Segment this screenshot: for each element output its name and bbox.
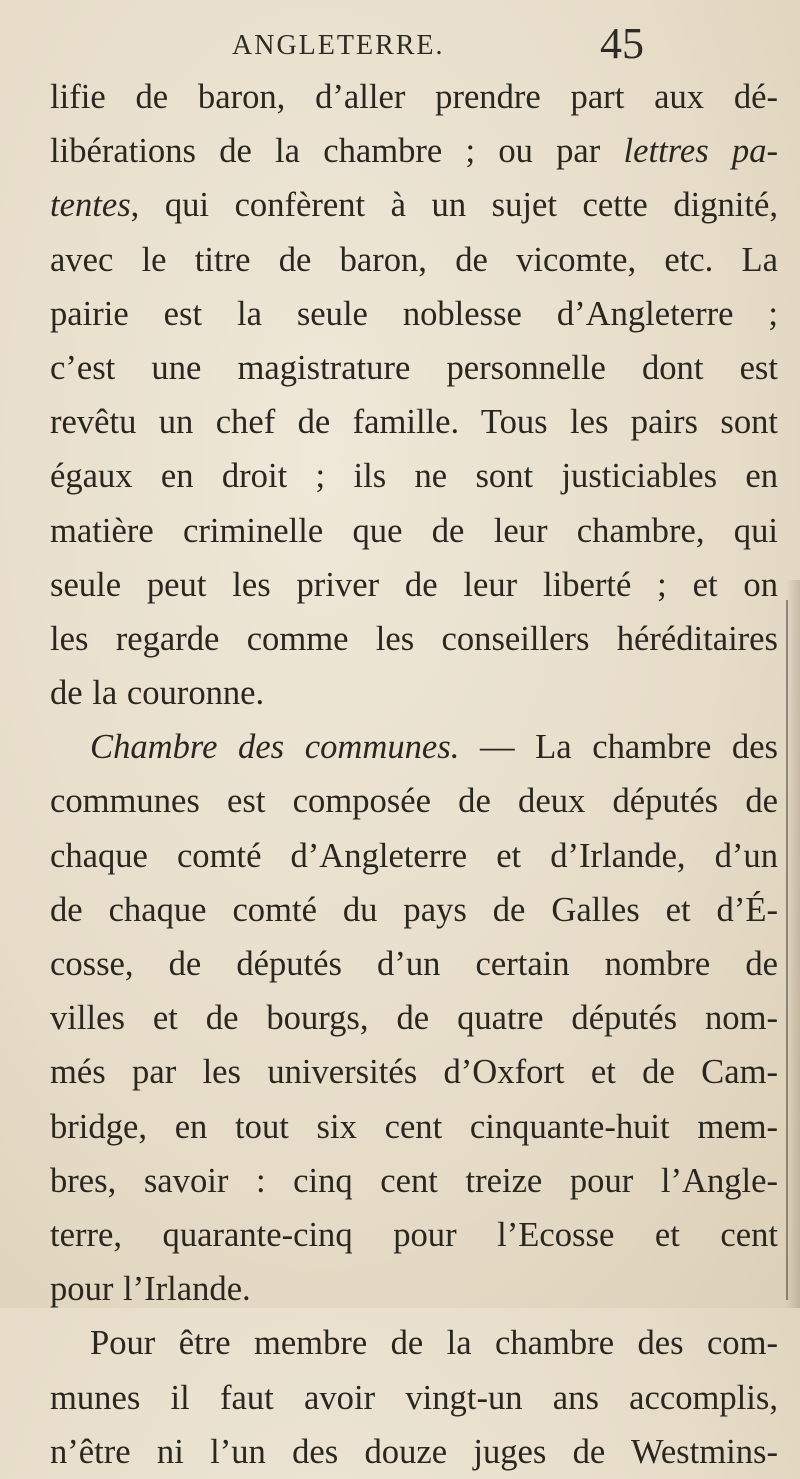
text-segment: villes et de bourgs, de quatre députés nom- <box>50 999 778 1038</box>
text-line <box>50 1262 778 1316</box>
text-segment: de chaque comté du pays de Galles et d’É- <box>50 890 778 929</box>
text-line <box>50 287 778 341</box>
body-text <box>50 70 778 1479</box>
text-segment: , qui confèrent à un sujet cette dignité, <box>130 186 778 225</box>
text-segment: munes il faut avoir vingt-un ans accomplis, <box>50 1378 778 1417</box>
text-line <box>50 937 778 991</box>
text-segment: revêtu un chef de famille. Tous les pairs sont <box>50 403 778 442</box>
text-segment: pairie est la seule noblesse d’Angleterre ; <box>50 294 778 333</box>
text-line <box>50 1100 778 1154</box>
text-line <box>50 720 778 774</box>
text-line <box>50 1045 778 1099</box>
italic-text-segment: Chambre des communes. <box>90 728 460 767</box>
text-segment: les regarde comme les conseillers héréditaires <box>50 619 778 658</box>
text-line <box>50 666 778 720</box>
text-segment: Pour être membre de la chambre des com- <box>90 1324 778 1363</box>
text-segment: — La chambre des <box>459 728 778 767</box>
text-line <box>50 1208 778 1262</box>
text-line <box>50 395 778 449</box>
text-segment: lifie de baron, d’aller prendre part aux dé- <box>50 78 778 116</box>
text-segment: de la couronne. <box>50 674 265 713</box>
running-title: ANGLETERRE. <box>232 30 445 61</box>
text-segment: terre, quarante-cinq pour l’Ecosse et cent <box>50 1215 778 1254</box>
text-segment: seule peut les priver de leur liberté ; et on <box>50 565 778 604</box>
page-edge-shadow <box>786 580 800 1308</box>
text-segment: égaux en droit ; ils ne sont justiciables en <box>50 457 778 496</box>
text-line <box>50 883 778 937</box>
text-segment: communes est composée de deux députés de <box>50 782 778 821</box>
text-line <box>50 1316 778 1370</box>
text-line <box>50 558 778 612</box>
text-line <box>50 449 778 503</box>
text-segment: n’être ni l’un des douze juges de Westmins- <box>50 1432 778 1471</box>
text-line <box>50 124 778 178</box>
text-line <box>50 1371 778 1425</box>
text-line <box>50 504 778 558</box>
text-segment: més par les universités d’Oxfort et de Cam- <box>50 1053 778 1092</box>
page-edge-line <box>786 600 788 1300</box>
text-line <box>50 178 778 232</box>
text-line <box>50 233 778 287</box>
text-line <box>50 774 778 828</box>
text-segment: bres, savoir : cinq cent treize pour l’Angle- <box>50 1161 778 1200</box>
text-line <box>50 1425 778 1479</box>
text-line <box>50 70 778 124</box>
text-segment: libérations de la chambre ; ou par <box>50 132 624 171</box>
italic-text-segment: tentes <box>50 186 131 225</box>
text-segment: cosse, de députés d’un certain nombre de <box>50 945 778 983</box>
text-segment: avec le titre de baron, de vicomte, etc. La <box>50 240 778 279</box>
page-header <box>0 16 800 66</box>
text-segment: chaque comté d’Angleterre et d’Irlande, d’un <box>50 836 778 875</box>
text-segment: pour l’Irlande. <box>50 1270 251 1309</box>
text-segment: bridge, en tout six cent cinquante-huit mem- <box>50 1107 778 1146</box>
text-line <box>50 1154 778 1208</box>
text-segment: matière criminelle que de leur chambre, qui <box>50 511 778 550</box>
text-line <box>50 341 778 395</box>
text-segment: c’est une magistrature personnelle dont est <box>50 348 778 387</box>
text-line <box>50 991 778 1045</box>
italic-text-segment: lettres pa- <box>623 132 778 171</box>
text-line <box>50 612 778 666</box>
text-line <box>50 829 778 883</box>
page-number: 45 <box>600 19 644 68</box>
